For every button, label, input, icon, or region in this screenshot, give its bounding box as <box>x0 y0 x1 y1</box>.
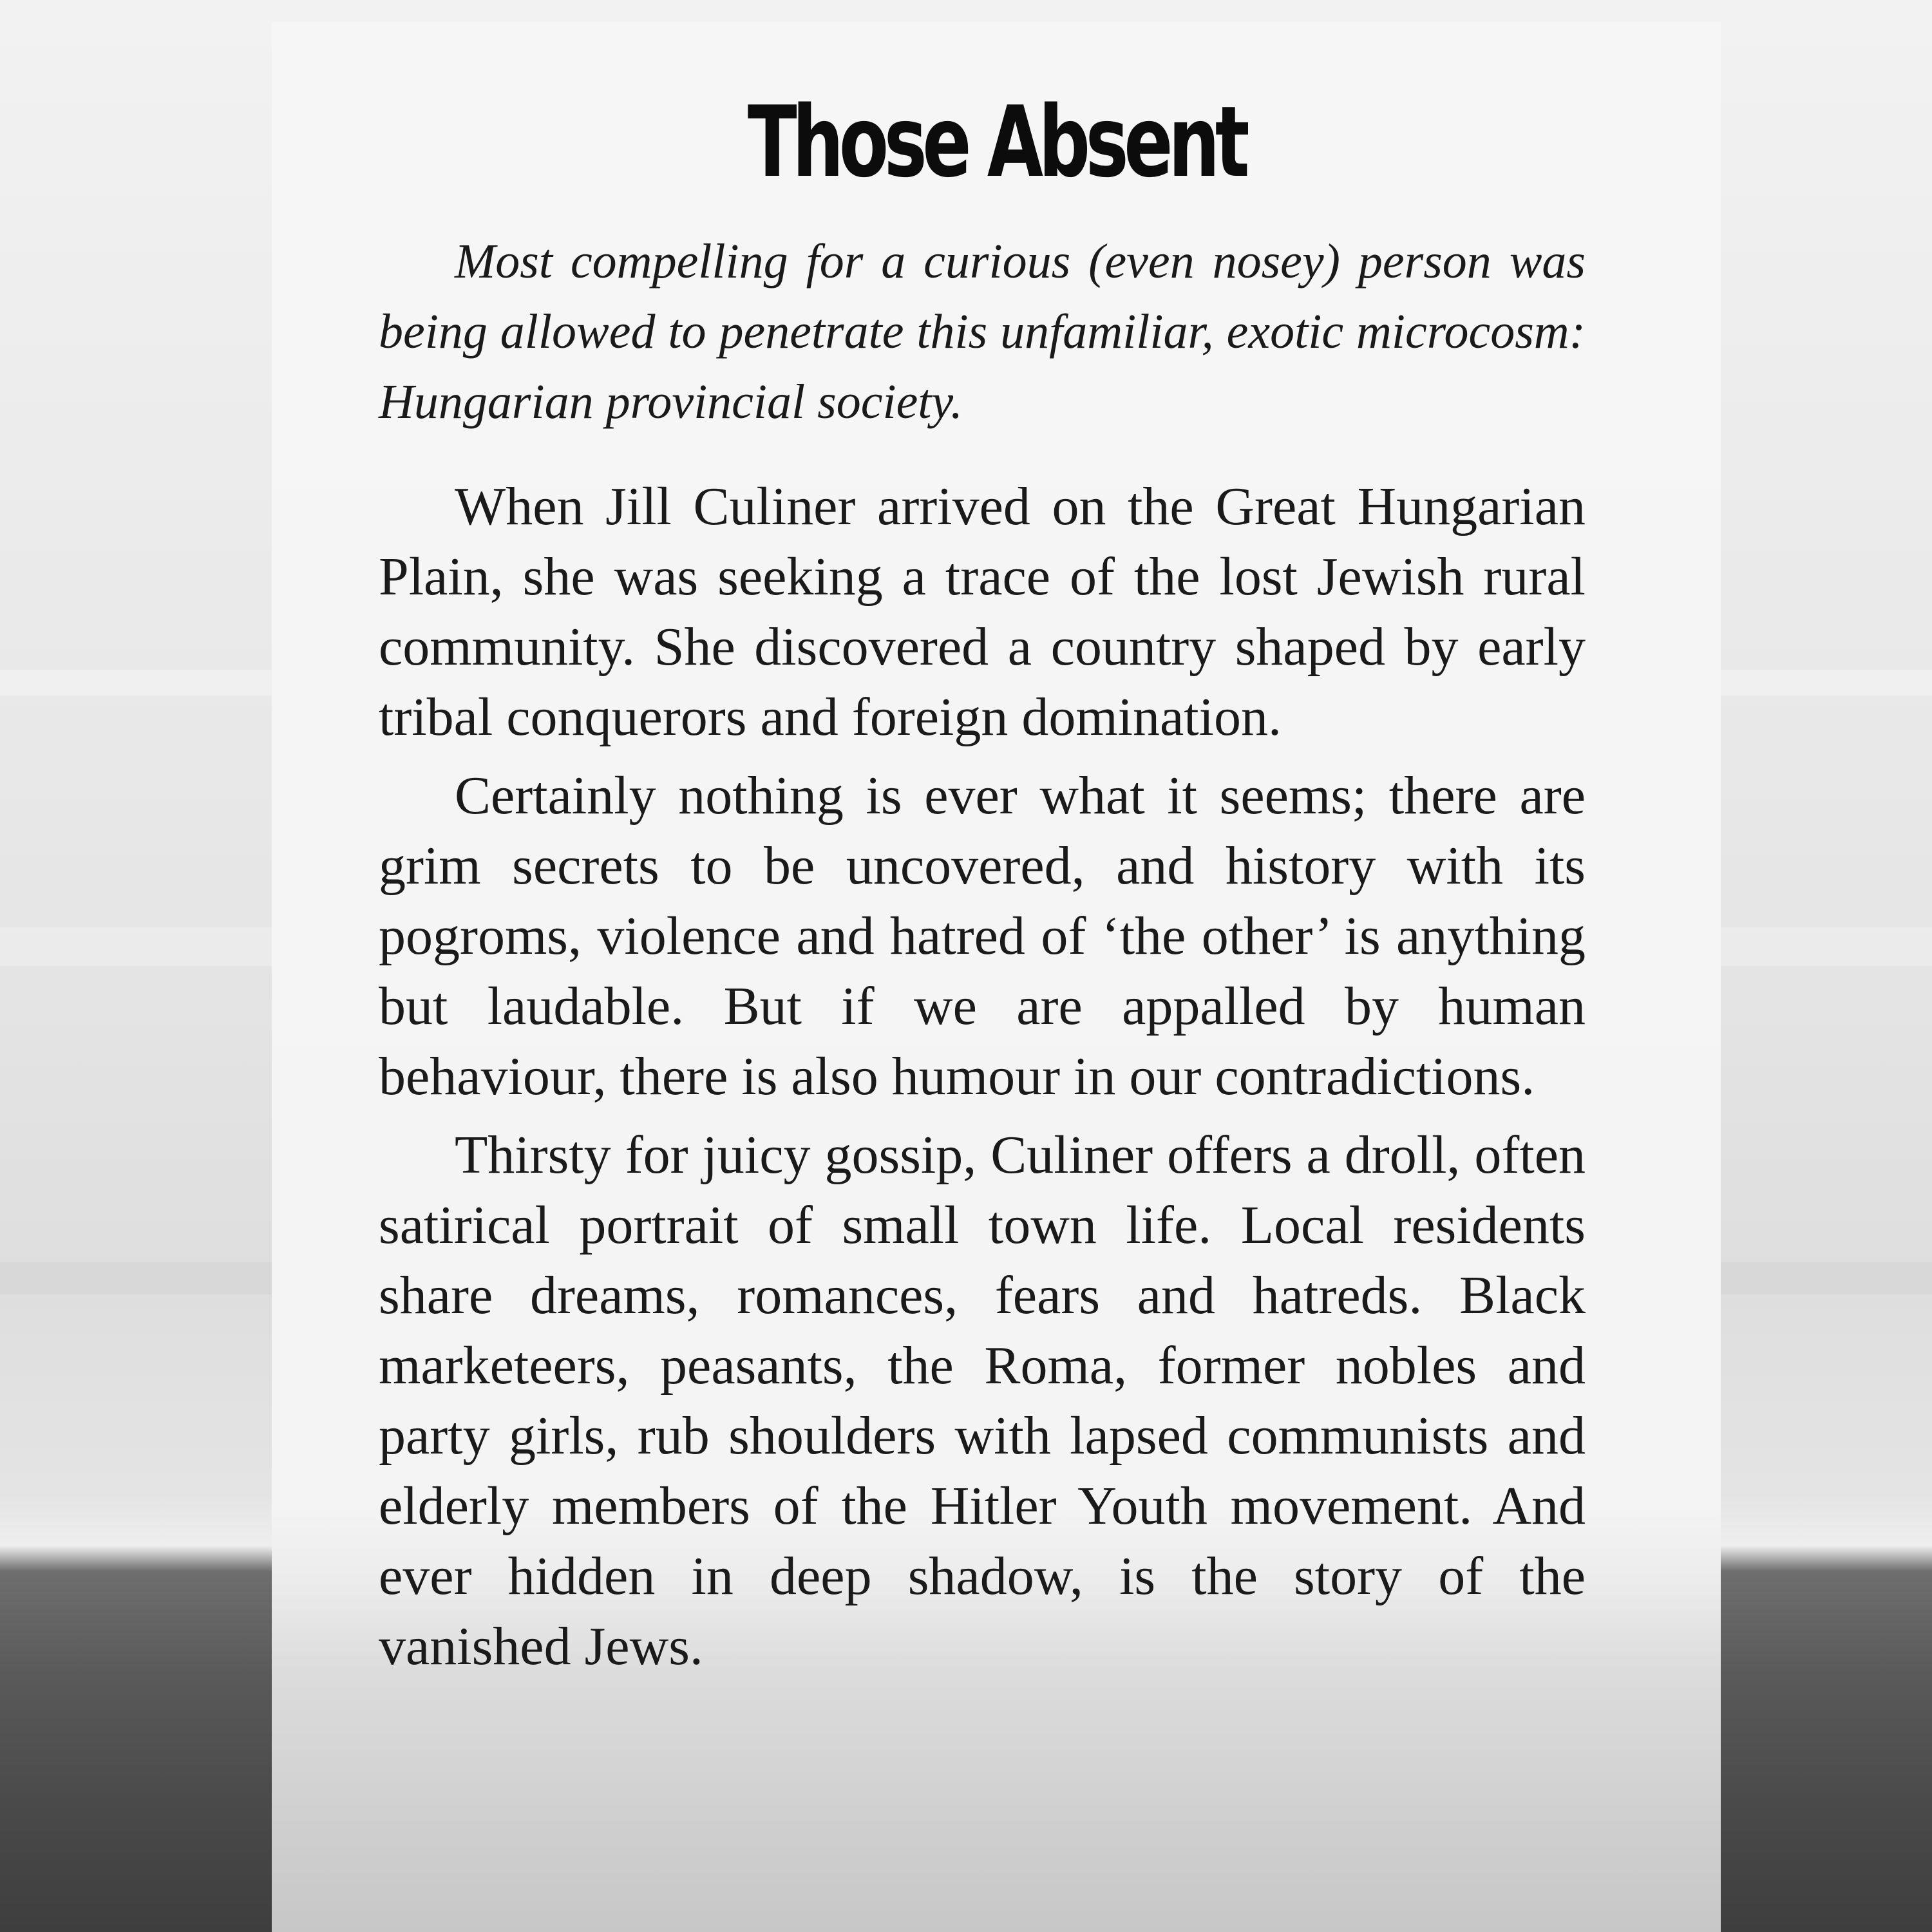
body-paragraph: Certainly nothing is ever what it seems; there are grim secrets to be uncovered, and history with its pogroms, violence and hatred of ‘the other’ is anything but laudable. But if we are appalled by human behaviour, there is also humour in our contradictions. <box>379 766 1586 1106</box>
body-paragraph: When Jill Culiner arrived on the Great Hungarian Plain, she was seeking a trace of the lost Jewish rural community. She discovered a country shaped by early tribal conquerors and foreign domination. <box>379 477 1586 747</box>
description-body <box>379 471 1586 1681</box>
blurb-quote <box>379 227 1586 437</box>
blurb-text: Most compelling for a curious (even nosey) person was being allowed to penetrate this unfamiliar, exotic microcosm: Hungarian provincial society. <box>379 234 1586 429</box>
body-paragraph: Thirsty for juicy gossip, Culiner offers a droll, often satirical portrait of small town life. Local residents share dreams, romances, fears and hatreds. Black marketeers, peasants, the Roma, former nobles and party girls, rub shoulders with lapsed communists and elderly members of the Hitler Youth movement. And ever hidden in deep shadow, is the story of the vanished Jews. <box>379 1125 1586 1676</box>
text-panel <box>272 22 1721 1932</box>
book-title: Those Absent <box>747 85 1245 199</box>
